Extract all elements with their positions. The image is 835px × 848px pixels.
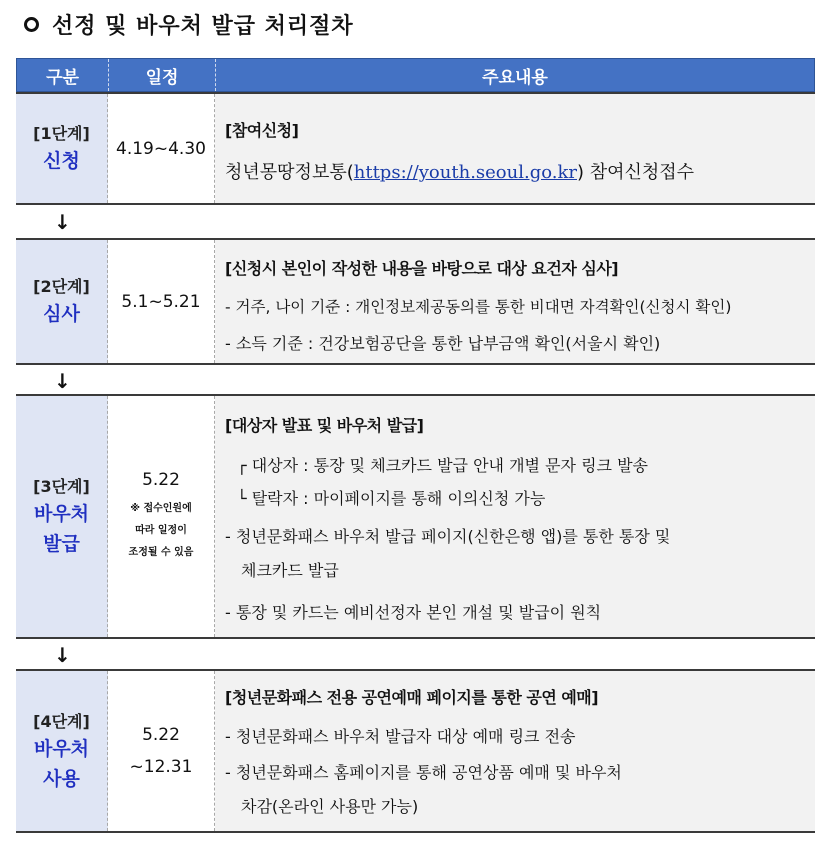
step-1-date (108, 94, 215, 203)
step-3-date (108, 396, 215, 637)
step-2-content-title: [신청시 본인이 작성한 내용을 바탕으로 대상 요건자 심사] (225, 259, 619, 278)
step-4-name-line-2: 사용 (43, 767, 80, 790)
step-4-name-line-1: 바우처 (33, 737, 90, 760)
step-4-row (16, 669, 815, 833)
step-4-date (108, 671, 215, 831)
step-4-content-title: [청년문화패스 전용 공연예매 페이지를 통한 공연 예매] (225, 688, 599, 707)
step-1-label (16, 94, 108, 203)
step-4-date-line-2: ~12.31 (129, 757, 193, 777)
step-2-name: 심사 (43, 303, 80, 325)
step-2-row (16, 238, 815, 365)
step-3-item-1: ┌ 대상자 : 통장 및 체크카드 발급 안내 개별 문자 링크 발송 (237, 456, 649, 475)
step-3-content (215, 396, 815, 637)
step-3-label (16, 396, 108, 637)
header-date: 일정 (109, 59, 216, 91)
step-3-item-4: - 통장 및 카드는 예비선정자 본인 개설 및 발급이 원칙 (225, 603, 602, 622)
step-3-number: [3단계] (33, 477, 90, 496)
step-3-item-2: └ 탈락자 : 마이페이지를 통해 이의신청 가능 (237, 489, 546, 508)
step-2-item-2: - 소득 기준 : 건강보험공단을 통한 납부금액 확인(서울시 확인) (225, 334, 661, 353)
step-1-content (215, 94, 815, 203)
step-3-note-line-3: 조정될 수 있음 (128, 546, 194, 558)
step-1-line (225, 158, 694, 184)
down-arrow-icon: ↓ (54, 369, 71, 393)
step-1-number: [1단계] (33, 124, 90, 143)
step-3-name-line-2: 발급 (43, 533, 80, 555)
step-1-date-text: 4.19~4.30 (116, 138, 206, 159)
step-1-row (16, 92, 815, 205)
step-3-name-line-1: 바우처 (33, 503, 90, 525)
section-title (24, 8, 354, 40)
step-3-item-3: - 청년문화패스 바우처 발급 페이지(신한은행 앱)를 통한 통장 및 (225, 527, 671, 546)
step-4-label (16, 671, 108, 831)
step-4-item-1: - 청년문화패스 바우처 발급자 대상 예매 링크 전송 (225, 727, 576, 746)
step-1-name: 신청 (43, 150, 80, 172)
step-4-item-2-cont: 차감(온라인 사용만 가능) (241, 797, 419, 816)
step-1-link-prefix: 청년몽땅정보통( (225, 162, 354, 183)
section-title-text: 선정 및 바우처 발급 처리절차 (52, 13, 354, 39)
step-3-date-text: 5.22 (142, 469, 180, 490)
step-2-date-text: 5.1~5.21 (121, 291, 201, 312)
step-3-row (16, 394, 815, 639)
step-2-date (108, 240, 215, 363)
down-arrow-icon: ↓ (54, 210, 71, 234)
step-2-number: [2단계] (33, 277, 90, 296)
step-4-number: [4단계] (33, 711, 90, 731)
table-header (16, 58, 815, 92)
step-2-label (16, 240, 108, 363)
step-2-item-1: - 거주, 나이 기준 : 개인정보제공동의를 통한 비대면 자격확인(신청시 확인) (225, 298, 732, 316)
step-4-item-2: - 청년문화패스 홈페이지를 통해 공연상품 예매 및 바우처 (225, 763, 622, 782)
step-1-content-title: [참여신청] (225, 121, 299, 140)
step-3-content-title: [대상자 발표 및 바우처 발급] (225, 416, 424, 435)
step-3-note-line-1: ※ 접수인원에 (130, 502, 192, 514)
step-4-date-line-1: 5.22 (142, 725, 180, 745)
step-3-date-note (129, 498, 194, 564)
step-4-content (215, 671, 815, 831)
step-3-item-3-cont: 체크카드 발급 (241, 561, 339, 580)
step-3-note-line-2: 따라 일정이 (135, 524, 187, 536)
down-arrow-icon: ↓ (54, 643, 71, 667)
youth-seoul-link[interactable]: https://youth.seoul.go.kr (353, 162, 577, 183)
step-1-link-suffix: ) 참여신청접수 (576, 162, 695, 183)
header-content: 주요내용 (482, 67, 548, 88)
step-2-content (215, 240, 815, 363)
header-step: 구분 (17, 59, 109, 91)
circle-bullet-icon (24, 17, 39, 32)
